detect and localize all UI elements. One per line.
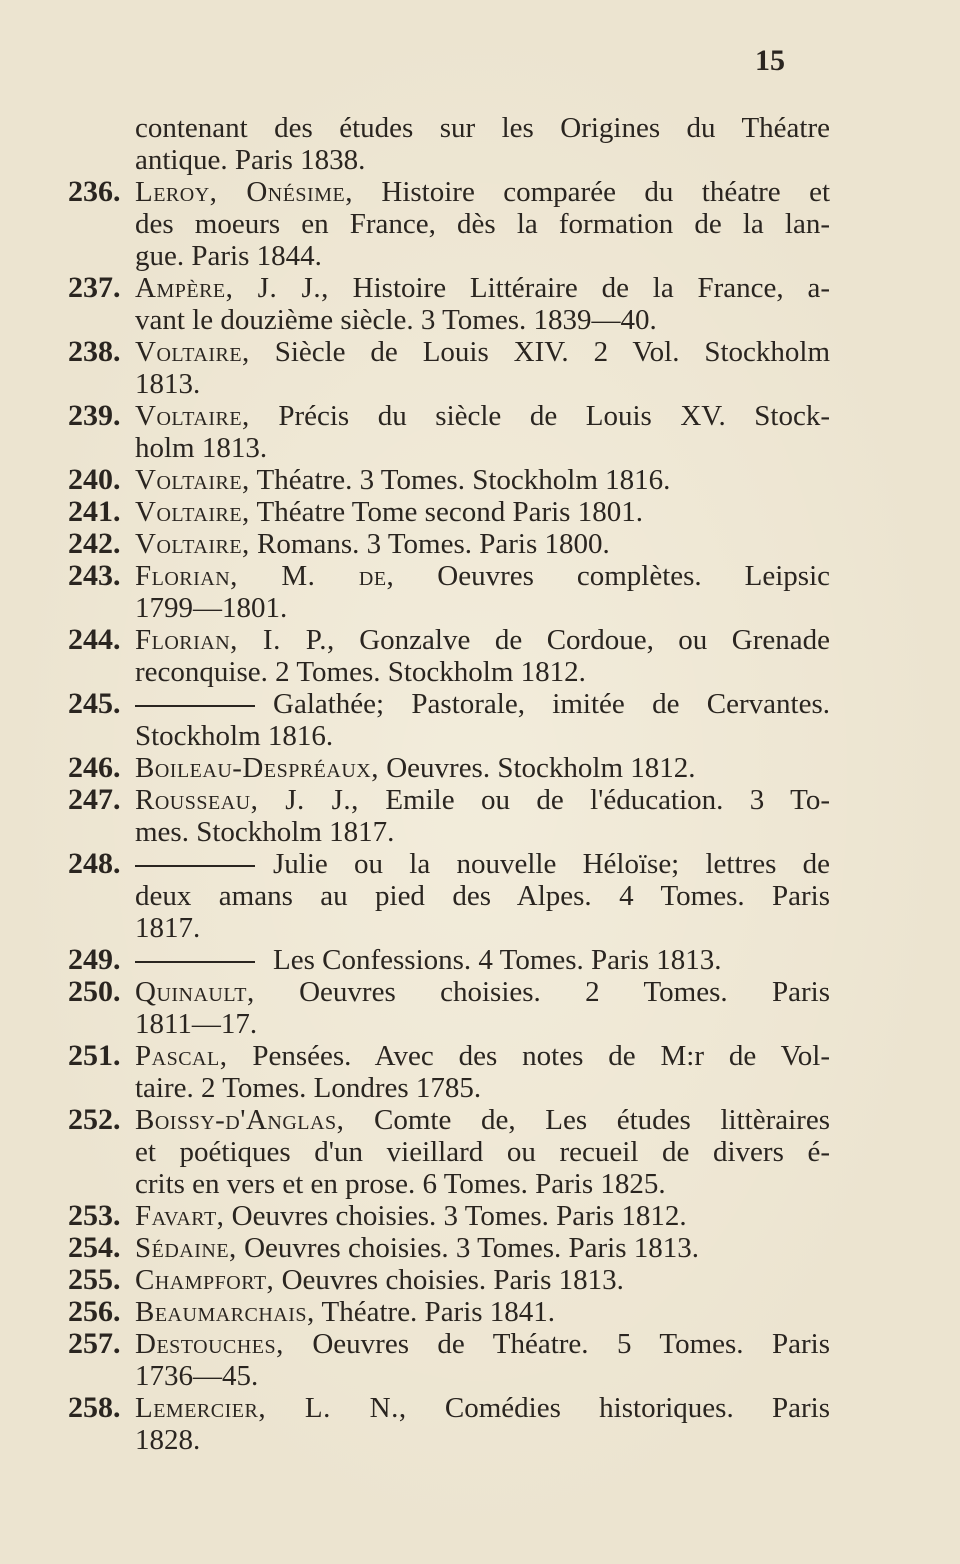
entry-line	[135, 1040, 830, 1072]
entry-line: antique. Paris 1838.	[135, 144, 366, 176]
entry-author: Favart,	[135, 1200, 225, 1232]
entry-line: 1811—17.	[135, 1008, 258, 1040]
catalogue-entries	[0, 112, 960, 1456]
entry-line	[135, 752, 830, 784]
entry-line: mes. Stockholm 1817.	[135, 816, 395, 848]
ditto-dash	[135, 705, 255, 707]
entry-number: 241.	[68, 495, 121, 528]
entry-text: Oeuvres choisies. 3 Tomes. Paris 1813.	[244, 1232, 699, 1264]
catalogue-entry	[0, 624, 960, 688]
entry-text: Précis du siècle de Louis XV. Stock-	[278, 400, 830, 432]
entry-number: 239.	[68, 399, 121, 432]
entry-author: Beaumarchais,	[135, 1296, 315, 1328]
entry-line: 1813.	[135, 368, 201, 400]
catalogue-entry	[0, 1392, 960, 1456]
entry-text: Comte de, Les études littèraires	[373, 1104, 830, 1136]
entry-text: Pensées. Avec des notes de M:r de Vol-	[252, 1040, 830, 1072]
catalogue-entry	[0, 1264, 960, 1296]
entry-number: 250.	[68, 975, 121, 1008]
entry-author: Destouches,	[135, 1328, 284, 1360]
entry-author: Rousseau, J. J.,	[135, 784, 359, 816]
entry-text: Gonzalve de Cordoue, ou Grenade	[359, 624, 830, 656]
entry-number: 251.	[68, 1039, 121, 1072]
entry-number: 242.	[68, 527, 121, 560]
entry-line: 1828.	[135, 1424, 201, 1456]
entry-line: crits en vers et en prose. 6 Tomes. Paris 1825.	[135, 1168, 666, 1200]
catalogue-entry	[0, 944, 960, 976]
entry-number: 249.	[68, 943, 121, 976]
entry-line	[135, 688, 830, 720]
catalogue-entry	[0, 1232, 960, 1264]
entry-line	[135, 1392, 830, 1424]
entry-line	[135, 176, 830, 208]
continuation-entry	[0, 112, 960, 176]
catalogue-entry	[0, 1200, 960, 1232]
entry-text: Siècle de Louis XIV. 2 Vol. Stockholm	[274, 336, 830, 368]
entry-author: Sédaine,	[135, 1232, 237, 1264]
entry-author: Voltaire,	[135, 464, 250, 496]
catalogue-entry	[0, 1040, 960, 1104]
catalogue-entry	[0, 1296, 960, 1328]
entry-line	[135, 272, 830, 304]
entry-number: 243.	[68, 559, 121, 592]
catalogue-entry	[0, 976, 960, 1040]
entry-author: Florian, I. P.,	[135, 624, 335, 656]
entry-line	[135, 784, 830, 816]
entry-text: Oeuvres choisies. 2 Tomes. Paris	[299, 976, 830, 1008]
catalogue-entry	[0, 496, 960, 528]
entry-text: Emile ou de l'éducation. 3 To-	[385, 784, 830, 816]
catalogue-entry	[0, 336, 960, 400]
entry-number: 238.	[68, 335, 121, 368]
entry-text: Théatre Tome second Paris 1801.	[256, 496, 643, 528]
entry-author: Voltaire,	[135, 400, 250, 432]
entry-author: Voltaire,	[135, 496, 250, 528]
catalogue-entry	[0, 560, 960, 624]
entry-line: 1736—45.	[135, 1360, 259, 1392]
entry-line	[135, 624, 830, 656]
catalogue-entry	[0, 784, 960, 848]
entry-number: 236.	[68, 175, 121, 208]
entry-number: 244.	[68, 623, 121, 656]
catalogue-entry	[0, 272, 960, 336]
entry-number: 256.	[68, 1295, 121, 1328]
entry-author: Pascal,	[135, 1040, 228, 1072]
catalogue-entry	[0, 528, 960, 560]
entry-text: Histoire Littéraire de la France, a-	[352, 272, 830, 304]
entry-text: Romans. 3 Tomes. Paris 1800.	[257, 528, 610, 560]
entry-number: 254.	[68, 1231, 121, 1264]
entry-number: 247.	[68, 783, 121, 816]
entry-line	[135, 1104, 830, 1136]
entry-line	[135, 1232, 830, 1264]
catalogue-entry	[0, 752, 960, 784]
entry-line: 1817.	[135, 912, 201, 944]
entry-number: 253.	[68, 1199, 121, 1232]
entry-line	[135, 336, 830, 368]
entry-line	[135, 464, 830, 496]
entry-line	[135, 496, 830, 528]
entry-number: 255.	[68, 1263, 121, 1296]
entry-author: Boissy-d'Anglas,	[135, 1104, 345, 1136]
entry-line: 1799—1801.	[135, 592, 288, 624]
catalogue-entry	[0, 1104, 960, 1200]
entry-text: Oeuvres de Théatre. 5 Tomes. Paris	[312, 1328, 830, 1360]
entry-author: Voltaire,	[135, 528, 250, 560]
entry-line: reconquise. 2 Tomes. Stockholm 1812.	[135, 656, 586, 688]
entry-number: 237.	[68, 271, 121, 304]
entry-author: Leroy, Onésime,	[135, 176, 353, 208]
entry-line: contenant des études sur les Origines du Théatre	[135, 112, 830, 144]
entry-line: deux amans au pied des Alpes. 4 Tomes. Paris	[135, 880, 830, 912]
entry-line: vant le douzième siècle. 3 Tomes. 1839—40.	[135, 304, 657, 336]
entry-number: 248.	[68, 847, 121, 880]
entry-number: 252.	[68, 1103, 121, 1136]
entry-line: gue. Paris 1844.	[135, 240, 322, 272]
entry-author: Boileau-Despréaux,	[135, 752, 379, 784]
entry-line: taire. 2 Tomes. Londres 1785.	[135, 1072, 482, 1104]
entry-number: 257.	[68, 1327, 121, 1360]
entry-author: Quinault,	[135, 976, 255, 1008]
ditto-dash	[135, 961, 255, 963]
catalogue-entry	[0, 464, 960, 496]
entry-line	[135, 560, 830, 592]
entry-text: Théatre. 3 Tomes. Stockholm 1816.	[256, 464, 671, 496]
entry-number: 246.	[68, 751, 121, 784]
catalogue-entry	[0, 688, 960, 752]
entry-line	[135, 1264, 830, 1296]
entry-line	[135, 528, 830, 560]
entry-author: Ampère, J. J.,	[135, 272, 329, 304]
entry-line	[135, 400, 830, 432]
page-number: 15	[755, 44, 785, 77]
entry-text: Les Confessions. 4 Tomes. Paris 1813.	[273, 944, 722, 976]
entry-text: Théatre. Paris 1841.	[321, 1296, 556, 1328]
entry-line	[135, 1328, 830, 1360]
catalogue-entry	[0, 400, 960, 464]
entry-text: Galathée; Pastorale, imitée de Cervantes.	[273, 688, 830, 720]
entry-number: 240.	[68, 463, 121, 496]
entry-line: Stockholm 1816.	[135, 720, 334, 752]
entry-line: holm 1813.	[135, 432, 268, 464]
entry-text: Oeuvres. Stockholm 1812.	[386, 752, 696, 784]
catalogue-entry	[0, 1328, 960, 1392]
catalogue-entry	[0, 176, 960, 272]
entry-text: Histoire comparée du théatre et	[381, 176, 830, 208]
entry-line	[135, 1200, 830, 1232]
entry-line	[135, 848, 830, 880]
catalogue-entry	[0, 848, 960, 944]
entry-line	[135, 976, 830, 1008]
entry-number: 245.	[68, 687, 121, 720]
ditto-dash	[135, 865, 255, 867]
entry-text: Julie ou la nouvelle Héloïse; lettres de	[273, 848, 830, 880]
entry-author: Champfort,	[135, 1264, 275, 1296]
entry-number: 258.	[68, 1391, 121, 1424]
entry-line: et poétiques d'un vieillard ou recueil de divers é-	[135, 1136, 830, 1168]
entry-author: Voltaire,	[135, 336, 250, 368]
entry-author: Lemercier, L. N.,	[135, 1392, 407, 1424]
entry-author: Florian, M. de,	[135, 560, 395, 592]
entry-line	[135, 1296, 830, 1328]
entry-line: des moeurs en France, dès la formation de la lan-	[135, 208, 830, 240]
entry-line	[135, 944, 830, 976]
entry-text: Oeuvres complètes. Leipsic	[437, 560, 830, 592]
entry-text: Oeuvres choisies. Paris 1813.	[281, 1264, 624, 1296]
entry-text: Comédies historiques. Paris	[444, 1392, 830, 1424]
entry-text: Oeuvres choisies. 3 Tomes. Paris 1812.	[231, 1200, 687, 1232]
